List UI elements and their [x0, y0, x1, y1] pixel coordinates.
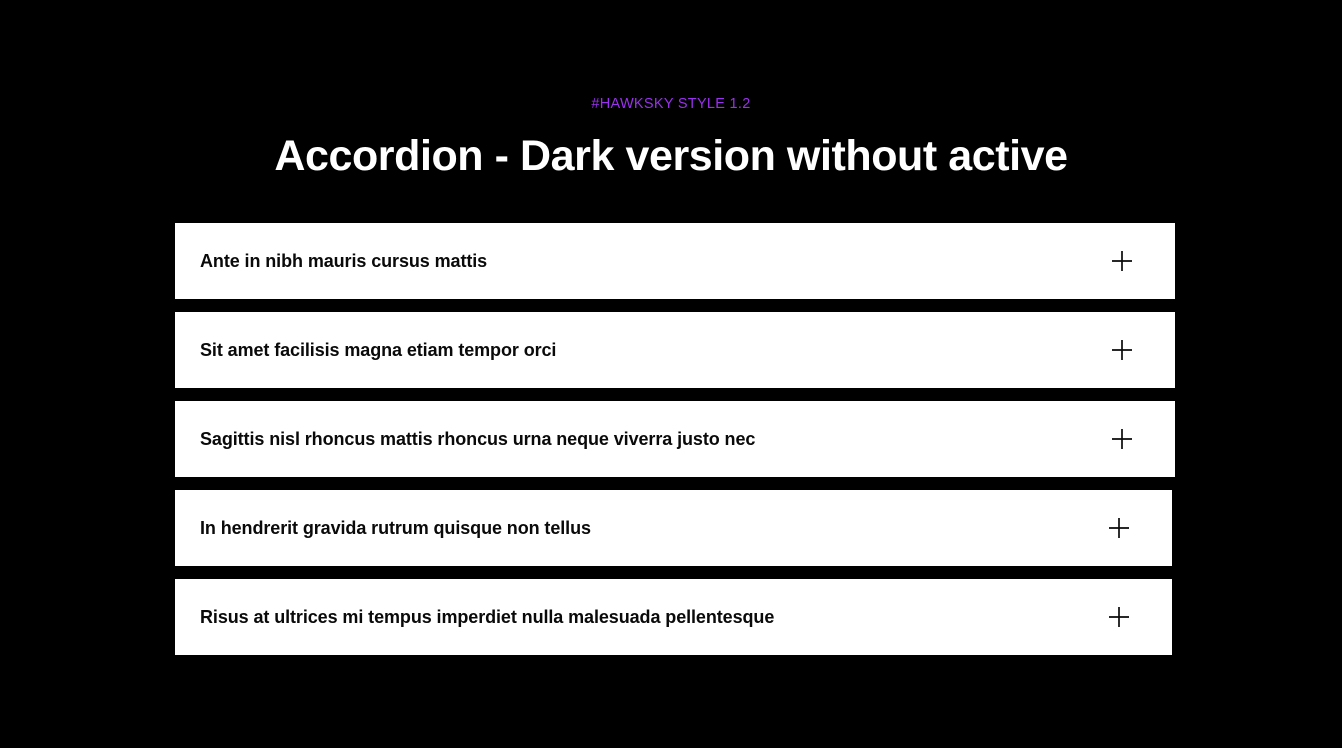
style-eyebrow: #HAWKSKY STYLE 1.2 — [591, 96, 751, 112]
accordion-item-label: In hendrerit gravida rutrum quisque non tellus — [200, 517, 591, 538]
page-title: Accordion - Dark version without active — [274, 132, 1068, 181]
accordion-item-label: Sagittis nisl rhoncus mattis rhoncus urna neque viverra justo nec — [200, 428, 756, 449]
accordion-item[interactable] — [175, 223, 1175, 299]
accordion — [175, 223, 1175, 655]
plus-icon[interactable] — [1106, 515, 1132, 541]
accordion-item[interactable] — [175, 579, 1172, 655]
accordion-item[interactable] — [175, 312, 1175, 388]
page-header — [0, 0, 1342, 182]
accordion-item[interactable] — [175, 490, 1172, 566]
plus-icon[interactable] — [1109, 426, 1135, 452]
plus-icon[interactable] — [1109, 248, 1135, 274]
accordion-item-label: Risus at ultrices mi tempus imperdiet nulla malesuada pellentesque — [200, 606, 775, 627]
accordion-item[interactable] — [175, 401, 1175, 477]
accordion-item-label: Sit amet facilisis magna etiam tempor orci — [200, 339, 557, 360]
plus-icon[interactable] — [1106, 604, 1132, 630]
plus-icon[interactable] — [1109, 337, 1135, 363]
accordion-item-label: Ante in nibh mauris cursus mattis — [200, 250, 488, 271]
